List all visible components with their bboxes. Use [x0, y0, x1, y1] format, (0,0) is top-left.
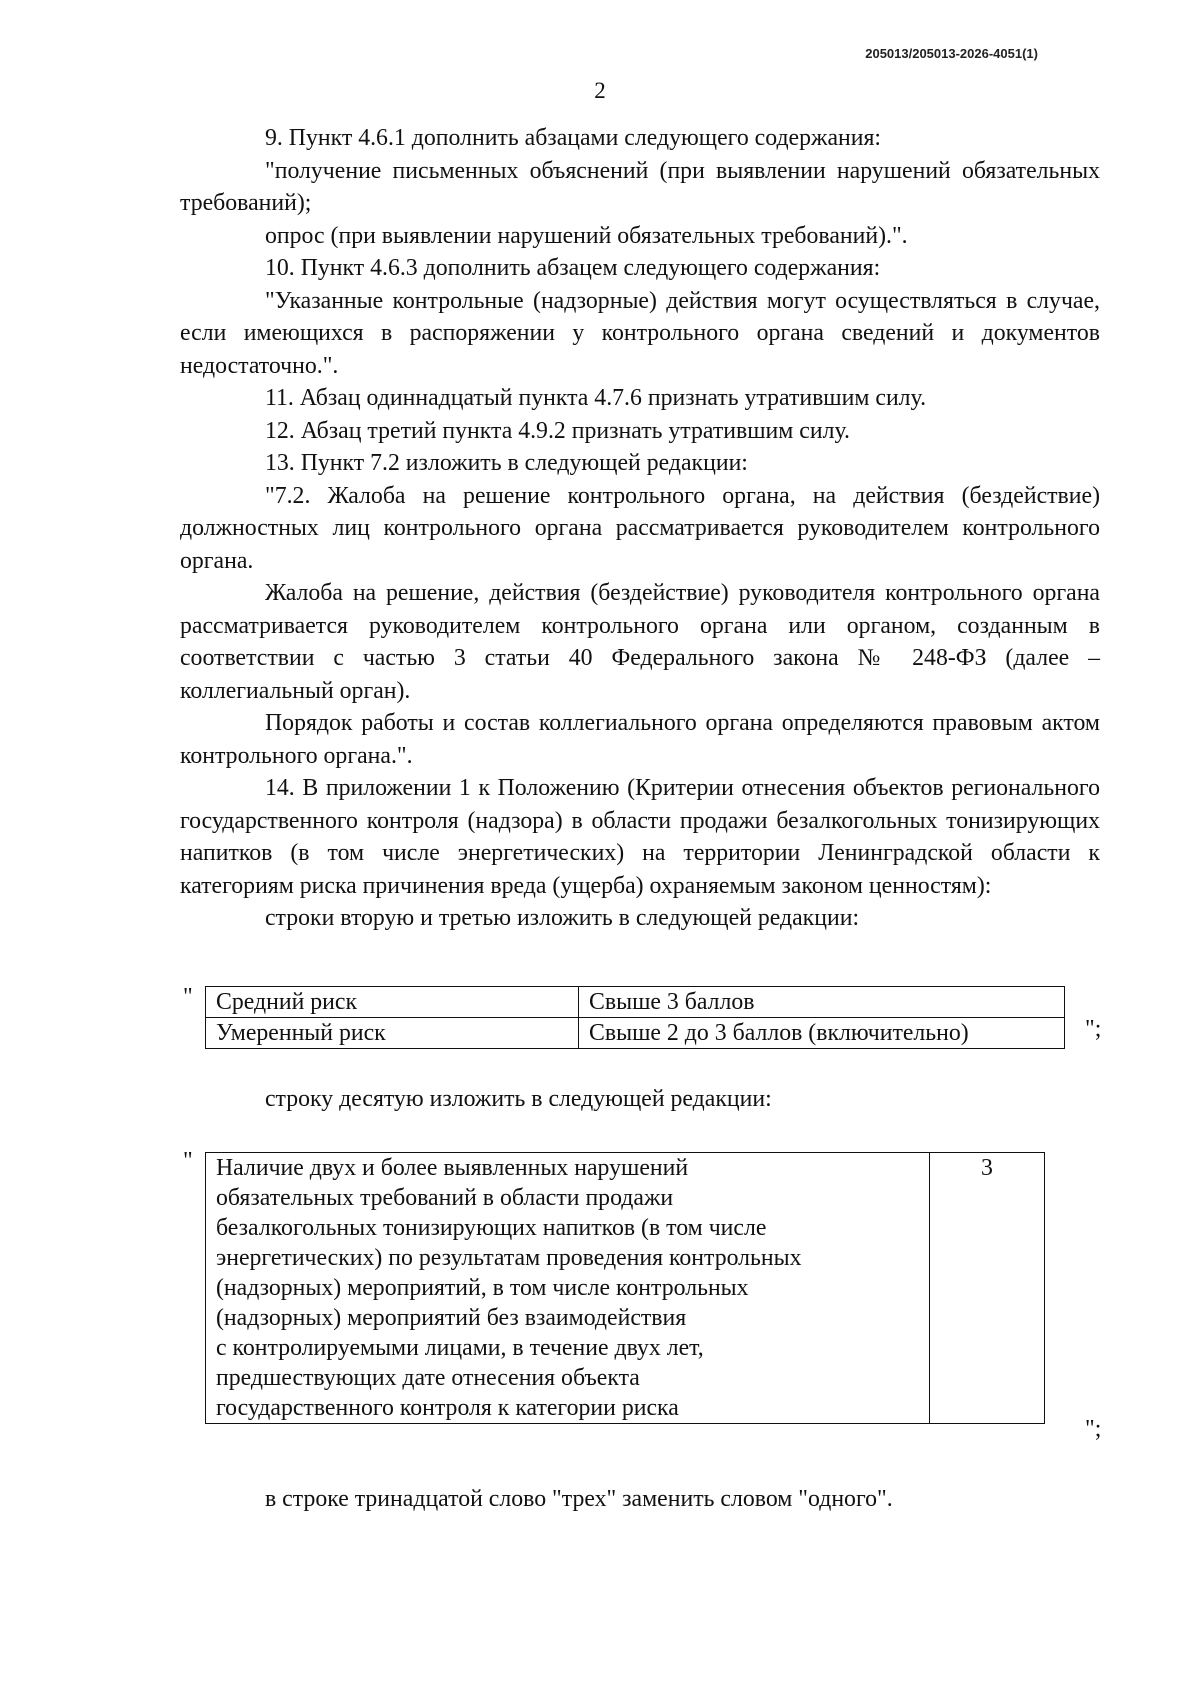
criterion-line: (надзорных) мероприятий без взаимодействия: [216, 1305, 687, 1331]
page-number: 2: [594, 78, 606, 103]
paragraph: 10. Пункт 4.6.3 дополнить абзацем следующего содержания:: [265, 255, 881, 281]
criterion-table: [205, 1152, 1045, 1424]
criterion-line: с контролируемыми лицами, в течение двух лет,: [216, 1335, 704, 1361]
paragraph: строки вторую и третью изложить в следующей редакции:: [265, 905, 860, 931]
paragraph: 12. Абзац третий пункта 4.9.2 признать утратившим силу.: [265, 417, 850, 444]
table-row: [206, 1018, 1065, 1049]
paragraph: опрос (при выявлении нарушений обязательных требований).".: [265, 222, 908, 249]
risk-table: [205, 986, 1065, 1049]
paragraph: 14. В приложении 1 к Положению (Критерии отнесения объектов регионального государственного контроля (надзора) в области продажи безалкогольных тонизирующих напитков (в том числе энергетических) на территории Ленинградской области к категориям риска причинения вреда (ущерба) охраняемым законом ценностям):: [180, 775, 1100, 899]
criterion-line: Наличие двух и более выявленных нарушений: [216, 1155, 689, 1181]
criterion-line: государственного контроля к категории риска: [216, 1395, 679, 1421]
paragraph: "7.2. Жалоба на решение контрольного органа, на действия (бездействие) должностных лиц контрольного органа рассматривается руководителем контрольного органа.: [180, 482, 1100, 574]
score-cell: Свыше 3 баллов: [579, 987, 1065, 1018]
document-id: 205013/205013-2026-4051(1): [865, 46, 1038, 61]
table-row: [206, 987, 1065, 1018]
paragraph: 11. Абзац одиннадцатый пункта 4.7.6 признать утратившим силу.: [265, 385, 927, 411]
table-row: [206, 1153, 1045, 1424]
criterion-line: энергетических) по результатам проведения контрольных: [216, 1245, 802, 1271]
risk-category-cell: Средний риск: [206, 987, 579, 1018]
paragraph: 13. Пункт 7.2 изложить в следующей редакции:: [265, 450, 748, 476]
criterion-line: обязательных требований в области продажи: [216, 1185, 674, 1211]
table2-open-quote: ": [183, 1148, 193, 1174]
score-cell: 3: [930, 1153, 1045, 1424]
risk-category-cell: Умеренный риск: [206, 1018, 579, 1049]
criterion-line: безалкогольных тонизирующих напитков (в том числе: [216, 1215, 767, 1241]
table2-close-quote: ";: [1085, 1416, 1102, 1442]
paragraph: Жалоба на решение, действия (бездействие) руководителя контрольного органа рассматривается руководителем контрольного органа или органом, созданным в соответствии с частью 3 статьи 40 Федерального закона № 248-ФЗ (далее – коллегиальный орган).: [180, 580, 1100, 704]
paragraph: строку десятую изложить в следующей редакции:: [265, 1086, 772, 1112]
paragraph: 9. Пункт 4.6.1 дополнить абзацами следующего содержания:: [265, 125, 882, 151]
criterion-cell: [206, 1153, 930, 1424]
paragraph: Порядок работы и состав коллегиального органа определяются правовым актом контрольного органа.".: [180, 710, 1100, 769]
paragraph: "получение письменных объяснений (при выявлении нарушений обязательных требований);: [180, 157, 1100, 216]
document-body: [180, 122, 1100, 935]
table1-close-quote: ";: [1085, 1016, 1102, 1042]
paragraph: "Указанные контрольные (надзорные) действия могут осуществляться в случае, если имеющихся в распоряжении у контрольного органа сведений и документов недостаточно.".: [180, 287, 1100, 379]
score-cell: Свыше 2 до 3 баллов (включительно): [579, 1018, 1065, 1049]
criterion-line: (надзорных) мероприятий, в том числе контрольных: [216, 1275, 749, 1301]
table1-open-quote: ": [183, 984, 193, 1010]
criterion-line: предшествующих дате отнесения объекта: [216, 1365, 640, 1391]
paragraph: в строке тринадцатой слово "трех" заменить словом "одного".: [265, 1486, 893, 1512]
